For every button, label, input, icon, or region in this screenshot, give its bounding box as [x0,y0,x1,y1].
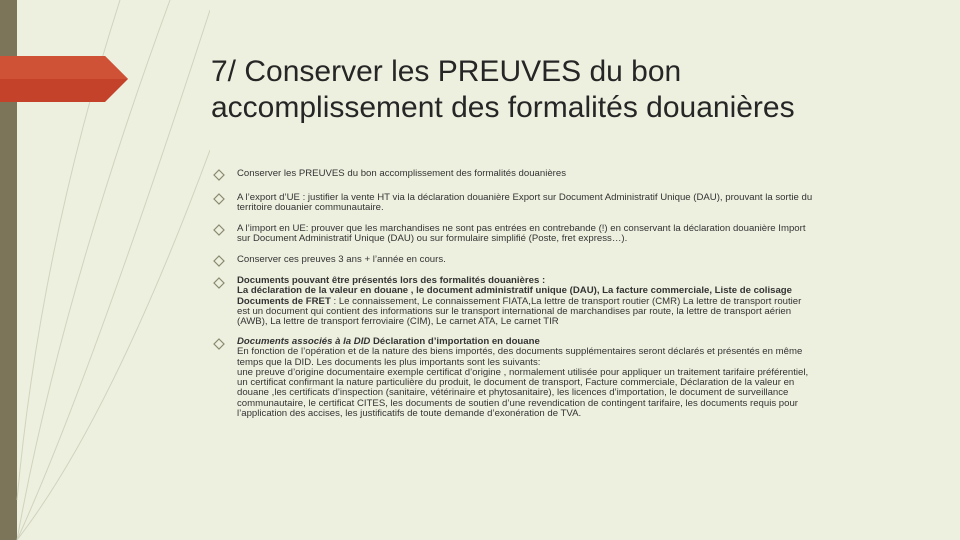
bullet-5-bold-line: Documents pouvant être présentés lors des formalités douanières : [237,275,546,286]
bullet-5-line: est un document qui contient des informations sur le transport international de marchandises par route, la lettre de transport aérien [237,305,792,317]
diamond-bullet-icon [213,338,225,350]
bullet-2-line: territoire douanier communautaire. [237,202,384,214]
bullet-6-line: un certificat confirmant la nature particulière du produit, le document de transport, Facture commerciale, Déclaration de la valeur en [237,377,795,389]
bullet-2-line: A l’export d’UE : justifier la vente HT via la déclaration douanière Export sur Document Administratif Unique (DAU), prouvant la sortie du [237,192,813,203]
bullet-6-line: une preuve d’origine documentaire exemple certificat d’origine , normalement utilisée pour appliquer un traitement tarifaire préférentiel, [237,366,809,378]
bullet-4-line: Conserver ces preuves 3 ans + l’année en cours. [237,254,446,265]
title-line-1: 7/ Conserver les PREUVES du bon [211,55,682,88]
bullet-5-line: (AWB), La lettre de transport ferroviaire (CIM), Le carnet ATA, Le carnet TIR [237,316,559,328]
bullet-3-line: sur Document Administratif Unique (DAU) ou sur formulaire simplifié (Poste, fret express…). [237,233,628,245]
bullet-6-italic-head: Documents associés à la DID [237,336,371,347]
diamond-bullet-icon [213,224,225,236]
bullet-5-fret-label: Documents de FRET [237,295,331,307]
bullet-5-fret-text: : Le connaissement, Le connaissement FIATA,La lettre de transport routier (CMR) La lettre de transport routier [330,295,802,307]
title-accent-arrow [0,56,128,102]
title-line-2: accomplissement des formalités douanières [211,91,795,124]
bullet-6-bold-head: Déclaration d’importation en douane [370,336,540,347]
bullet-6-line: En fonction de l’opération et de la nature des biens importés, des documents supplémentaires seront déclarés et présentés en même [237,346,803,358]
bullet-6-line: temps que la DID. Les documents les plus importants sont les suivants: [237,356,541,368]
diamond-bullet-icon [213,277,225,289]
diamond-bullet-icon [213,193,225,205]
bullet-5-bold-line: La déclaration de la valeur en douane , le document administratif unique (DAU), La facture commerciale, Liste de colisage [237,285,792,297]
slide-title [211,54,931,126]
diamond-bullet-icon [213,169,225,181]
diamond-bullet-icon [213,255,225,267]
bullet-6-line: communautaire, le certificat CITES, les documents de soutien d’une revendication de contingent tarifaire, les documents requis pour [237,397,799,409]
bullet-6-line: l’application des accises, les justificatifs de toute demande d’exonération de TVA. [237,408,582,420]
bullet-6-line: douane ,les certificats d’inspection (sanitaire, vétérinaire et phytosanitaire), les licences d’importation, le document de surveillance [237,387,789,399]
bullet-1-line: Conserver les PREUVES du bon accomplissement des formalités douanières [237,168,567,179]
bullet-3-line: A l’import en UE: prouver que les marchandises ne sont pas entrées en contrebande (!) en conservant la déclaration douanière Import [237,223,806,234]
